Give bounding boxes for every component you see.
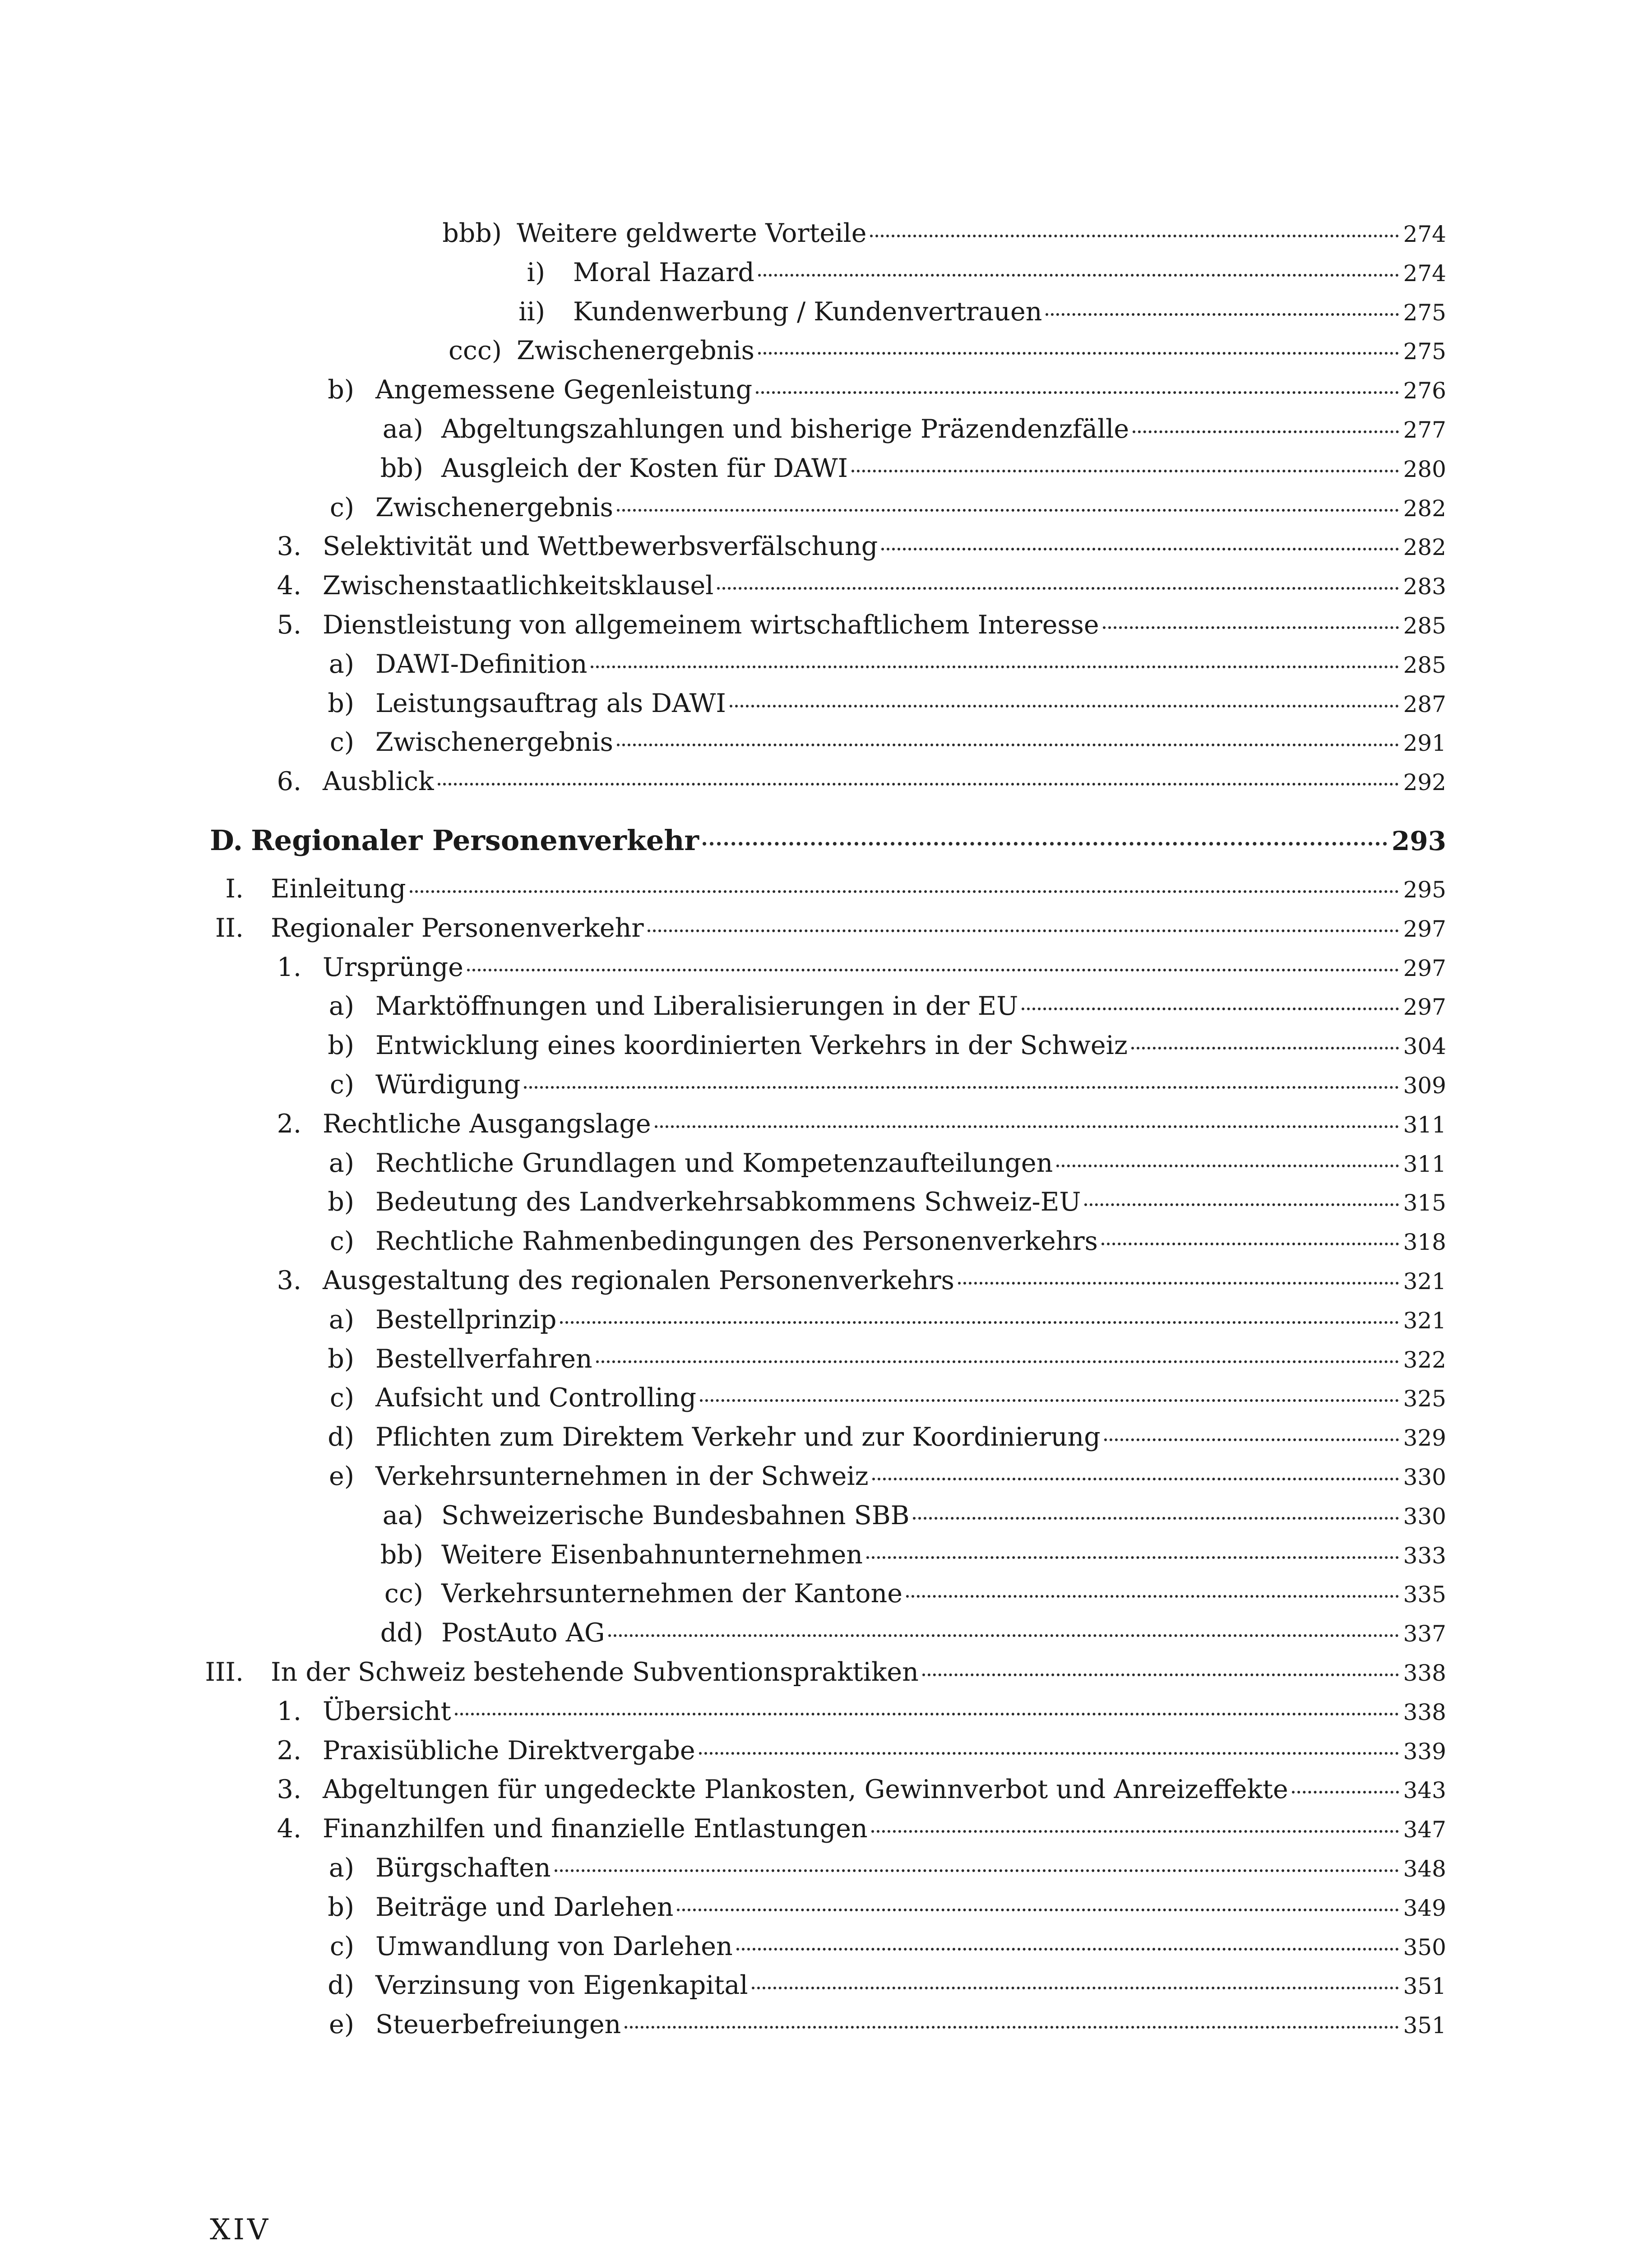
- toc-entry-page-number: 291: [1403, 730, 1446, 757]
- toc-entry[interactable]: [278, 1965, 1446, 2006]
- toc-entry-page-number: 322: [1403, 1346, 1446, 1373]
- toc-entry[interactable]: [278, 683, 1446, 724]
- dot-leader: [524, 1086, 1398, 1089]
- toc-entry-number: b): [328, 375, 354, 405]
- toc-entry-title: Schweizerische Bundesbahnen SBB: [441, 1500, 910, 1530]
- toc-entry-title: Angemessene Gegenleistung: [375, 375, 753, 405]
- toc-entry[interactable]: [278, 1025, 1446, 1066]
- dot-leader: [699, 1752, 1399, 1755]
- toc-entry-page-number: 338: [1403, 1699, 1446, 1725]
- dot-leader: [736, 1948, 1399, 1951]
- toc-entry-title: Bestellverfahren: [375, 1344, 592, 1374]
- toc-entry-number: c): [329, 1070, 354, 1100]
- toc-entry-number: c): [329, 492, 354, 522]
- toc-entry-title: Zwischenergebnis: [517, 336, 754, 366]
- toc-entry-title: DAWI-Definition: [375, 649, 588, 679]
- dot-leader: [872, 1478, 1399, 1480]
- toc-entry-number: 3.: [277, 532, 301, 562]
- dot-leader: [756, 391, 1398, 394]
- toc-entry-page-number: 293: [1391, 826, 1446, 856]
- toc-entry-number: c): [329, 727, 354, 758]
- toc-entry-page-number: 295: [1403, 877, 1446, 903]
- toc-entry-page-number: 347: [1403, 1817, 1446, 1843]
- toc-entry-page-number: 292: [1403, 769, 1446, 796]
- toc-entry[interactable]: [468, 291, 1446, 332]
- toc-entry-title: Dienstleistung von allgemeinem wirtschaftlichem Interesse: [323, 610, 1099, 640]
- dot-leader: [555, 1869, 1399, 1872]
- toc-entry-title: Einleitung: [271, 874, 406, 904]
- toc-entry-number: b): [328, 1031, 354, 1061]
- toc-entry-title: Regionaler Personenverkehr: [271, 913, 644, 943]
- toc-entry[interactable]: [225, 761, 1446, 802]
- toc-entry-page-number: 274: [1403, 260, 1446, 287]
- toc-entry-number: aa): [382, 414, 423, 444]
- toc-entry-page-number: 297: [1403, 994, 1446, 1021]
- toc-entry-number: e): [329, 1461, 354, 1491]
- toc-entry-page-number: 275: [1403, 299, 1446, 326]
- toc-entry-title: Abgeltungen für ungedeckte Plankosten, Gewinnverbot und Anreizeffekte: [323, 1775, 1288, 1805]
- toc-entry-title: Entwicklung eines koordinierten Verkehrs in der Schweiz: [375, 1031, 1128, 1061]
- toc-entry-title: Aufsicht und Controlling: [375, 1383, 697, 1413]
- dot-leader: [1131, 1047, 1399, 1049]
- toc-entry-number: 2.: [277, 1109, 301, 1139]
- toc-entry-page-number: 285: [1403, 613, 1446, 639]
- toc-entry-number: 4.: [277, 571, 301, 601]
- toc-entry[interactable]: [278, 1339, 1446, 1379]
- dot-leader: [467, 969, 1399, 971]
- dot-leader: [655, 1125, 1399, 1128]
- toc-entry-page-number: 337: [1403, 1621, 1446, 1647]
- toc-entry[interactable]: [278, 1926, 1446, 1967]
- toc-entry-page-number: 275: [1403, 338, 1446, 365]
- toc-entry-title: Beiträge und Darlehen: [375, 1892, 674, 1922]
- toc-entry[interactable]: [425, 330, 1446, 371]
- toc-entry-title: Praxisübliche Direktvergabe: [323, 1735, 695, 1766]
- toc-entry-title: Weitere geldwerte Vorteile: [517, 218, 867, 248]
- toc-entry-title: Zwischenergebnis: [375, 492, 613, 522]
- toc-entry-number: bb): [380, 453, 423, 483]
- toc-entry-page-number: 330: [1403, 1464, 1446, 1490]
- toc-entry[interactable]: [347, 448, 1446, 489]
- toc-entry-page-number: 276: [1403, 378, 1446, 404]
- toc-entry-title: Ausgestaltung des regionalen Personenverkehrs: [323, 1266, 954, 1295]
- toc-entry-number: b): [328, 1344, 354, 1374]
- toc-entry-title: Bedeutung des Landverkehrsabkommens Schweiz-EU: [375, 1187, 1081, 1217]
- toc-entry-number: I.: [225, 874, 244, 904]
- toc-entry[interactable]: [167, 1652, 1446, 1692]
- toc-entry-number: ccc): [448, 336, 502, 366]
- toc-entry-title: Bürgschaften: [375, 1853, 551, 1883]
- toc-entry-number: b): [328, 688, 354, 718]
- toc-entry-number: 4.: [277, 1814, 301, 1844]
- toc-entry[interactable]: [347, 409, 1446, 449]
- toc-entry-title: Zwischenergebnis: [375, 727, 613, 758]
- toc-entry-title: Umwandlung von Darlehen: [375, 1931, 733, 1961]
- dot-leader: [1101, 1243, 1399, 1245]
- dot-leader: [717, 587, 1398, 590]
- toc-entry-title: Moral Hazard: [573, 257, 754, 287]
- toc-entry[interactable]: [278, 2004, 1446, 2045]
- toc-entry[interactable]: [347, 1573, 1446, 1614]
- toc-entry-number: a): [329, 1853, 354, 1883]
- toc-entry-number: a): [329, 649, 354, 679]
- toc-entry-page-number: 349: [1403, 1895, 1446, 1921]
- toc-entry-number: e): [329, 2010, 354, 2040]
- toc-entry[interactable]: [425, 213, 1446, 254]
- toc-entry-page-number: 315: [1403, 1190, 1446, 1216]
- toc-entry-page-number: 321: [1403, 1307, 1446, 1334]
- toc-entry-title: Leistungsauftrag als DAWI: [375, 688, 726, 718]
- dot-leader: [913, 1517, 1398, 1520]
- dot-leader: [560, 1321, 1398, 1324]
- toc-entry-title: Verkehrsunternehmen in der Schweiz: [375, 1461, 869, 1491]
- dot-leader: [608, 1634, 1398, 1637]
- dot-leader: [1292, 1791, 1399, 1794]
- toc-entry[interactable]: [468, 252, 1446, 293]
- toc-entry-number: a): [329, 1148, 354, 1178]
- toc-entry-number: c): [329, 1931, 354, 1961]
- dot-leader: [958, 1282, 1399, 1285]
- toc-entry-title: Zwischenstaatlichkeitsklausel: [323, 571, 714, 601]
- toc-entry-page-number: 338: [1403, 1660, 1446, 1686]
- toc-entry-number: a): [329, 1304, 354, 1335]
- toc-entry[interactable]: [225, 1769, 1446, 1810]
- toc-section-heading[interactable]: [210, 820, 1446, 861]
- toc-entry-number: 2.: [277, 1735, 301, 1766]
- toc-entry[interactable]: [225, 947, 1446, 988]
- dot-leader: [758, 274, 1399, 277]
- toc-entry[interactable]: [278, 1378, 1446, 1418]
- toc-entry-page-number: 321: [1403, 1268, 1446, 1294]
- toc-entry-title: Ausblick: [323, 767, 434, 797]
- toc-entry-title: Steuerbefreiungen: [375, 2010, 621, 2040]
- dot-leader: [758, 352, 1399, 355]
- toc-entry-page-number: 311: [1403, 1111, 1446, 1138]
- toc-entry[interactable]: [167, 869, 1446, 909]
- toc-entry[interactable]: [278, 1848, 1446, 1888]
- toc-entry-number: III.: [205, 1657, 244, 1687]
- toc-entry-number: bbb): [442, 218, 502, 248]
- toc-entry[interactable]: [278, 1417, 1446, 1457]
- dot-leader: [851, 470, 1399, 472]
- toc-entry-page-number: 304: [1403, 1033, 1446, 1060]
- toc-entry[interactable]: [278, 1143, 1446, 1183]
- dot-leader: [617, 509, 1399, 512]
- page-number-footer: XIV: [210, 2213, 271, 2247]
- toc-entry[interactable]: [347, 1535, 1446, 1575]
- toc-entry[interactable]: [225, 1808, 1446, 1849]
- toc-entry-title: Rechtliche Ausgangslage: [323, 1109, 651, 1139]
- toc-entry-title: Ursprünge: [323, 952, 463, 982]
- toc-entry-number: c): [329, 1226, 354, 1257]
- dot-leader: [1022, 1008, 1398, 1010]
- dot-leader: [871, 1830, 1399, 1833]
- toc-entry-title: PostAuto AG: [441, 1618, 605, 1648]
- dot-leader: [922, 1674, 1399, 1676]
- dot-leader: [648, 929, 1399, 932]
- dot-leader: [730, 705, 1399, 707]
- toc-entry-page-number: 297: [1403, 955, 1446, 981]
- toc-entry-page-number: 333: [1403, 1542, 1446, 1569]
- dot-leader: [881, 548, 1398, 550]
- toc-entry-number: 3.: [277, 1266, 301, 1295]
- toc-entry[interactable]: [278, 1456, 1446, 1497]
- toc-entry-title: Abgeltungszahlungen und bisherige Präzendenzfälle: [441, 414, 1129, 444]
- toc-entry-title: Finanzhilfen und finanzielle Entlastungen: [323, 1814, 868, 1844]
- toc-entry[interactable]: [225, 1730, 1446, 1771]
- toc-entry[interactable]: [225, 526, 1446, 567]
- toc-entry-title: Ausgleich der Kosten für DAWI: [441, 453, 848, 483]
- dot-leader: [752, 1987, 1399, 1989]
- toc-entry-title: Selektivität und Wettbewerbsverfälschung: [323, 532, 878, 562]
- toc-entry-number: i): [527, 257, 545, 287]
- toc-entry[interactable]: [347, 1495, 1446, 1536]
- toc-entry-title: Bestellprinzip: [375, 1304, 557, 1335]
- toc-entry-number: a): [329, 991, 354, 1022]
- toc-entry-page-number: 287: [1403, 691, 1446, 717]
- toc-entry[interactable]: [278, 722, 1446, 763]
- toc-entry[interactable]: [278, 1299, 1446, 1340]
- dot-leader: [410, 890, 1399, 893]
- toc-entry-page-number: 282: [1403, 495, 1446, 522]
- toc-entry-number: d): [328, 1970, 354, 2001]
- dot-leader: [1133, 430, 1398, 433]
- toc-entry-title: Rechtliche Grundlagen und Kompetenzaufteilungen: [375, 1148, 1053, 1178]
- toc-entry-number: aa): [382, 1500, 423, 1530]
- toc-entry-number: c): [329, 1383, 354, 1413]
- toc-entry-number: II.: [215, 913, 244, 943]
- toc-entry-page-number: 351: [1403, 1973, 1446, 2000]
- toc-entry-page-number: 311: [1403, 1151, 1446, 1177]
- toc-entry-number: 1.: [277, 952, 301, 982]
- toc-entry-number: dd): [380, 1618, 423, 1648]
- dot-leader: [866, 1556, 1399, 1559]
- toc-entry[interactable]: [167, 908, 1446, 948]
- toc-entry-title: Kundenwerbung / Kundenvertrauen: [573, 296, 1042, 327]
- toc-entry-page-number: 318: [1403, 1229, 1446, 1256]
- toc-entry-page-number: 282: [1403, 534, 1446, 561]
- toc-entry-page-number: 274: [1403, 221, 1446, 247]
- toc-entry[interactable]: [278, 1064, 1446, 1105]
- toc-entry-page-number: 351: [1403, 2012, 1446, 2039]
- dot-leader: [677, 1909, 1398, 1911]
- toc-entry-page-number: 348: [1403, 1856, 1446, 1882]
- toc-entry-page-number: 330: [1403, 1503, 1446, 1530]
- toc-entry-page-number: 335: [1403, 1581, 1446, 1608]
- dot-leader: [1084, 1203, 1398, 1206]
- dot-leader: [1056, 1165, 1398, 1167]
- toc-entry-page-number: 297: [1403, 915, 1446, 942]
- dot-leader: [625, 2026, 1398, 2029]
- toc-entry-page-number: 277: [1403, 417, 1446, 443]
- toc-entry-number: ii): [518, 296, 545, 327]
- toc-entry-title: Regionaler Personenverkehr: [251, 824, 699, 857]
- toc-entry-title: Übersicht: [323, 1696, 451, 1726]
- toc-entry-title: Verzinsung von Eigenkapital: [375, 1970, 748, 2001]
- toc-entry[interactable]: [225, 605, 1446, 645]
- toc-entry-number: D.: [210, 824, 243, 857]
- toc-entry-number: bb): [380, 1539, 423, 1570]
- toc-entry-title: Verkehrsunternehmen der Kantone: [441, 1579, 902, 1609]
- toc-entry-page-number: 343: [1403, 1777, 1446, 1804]
- dot-leader: [703, 842, 1387, 846]
- toc-entry-title: In der Schweiz bestehende Subventionspraktiken: [271, 1657, 919, 1687]
- toc-entry[interactable]: [225, 1260, 1446, 1301]
- toc-entry-title: Pflichten zum Direktem Verkehr und zur Koordinierung: [375, 1422, 1101, 1452]
- toc-entry-page-number: 280: [1403, 456, 1446, 482]
- toc-entry-page-number: 350: [1403, 1934, 1446, 1960]
- toc-entry[interactable]: [347, 1613, 1446, 1653]
- toc-entry-number: 5.: [277, 610, 301, 640]
- toc-entry[interactable]: [278, 370, 1446, 410]
- toc-entry[interactable]: [278, 1221, 1446, 1262]
- dot-leader: [870, 235, 1398, 237]
- dot-leader: [438, 783, 1399, 786]
- toc-entry[interactable]: [225, 565, 1446, 606]
- toc-entry[interactable]: [225, 1691, 1446, 1732]
- dot-leader: [617, 744, 1399, 746]
- toc-entry-title: Weitere Eisenbahnunternehmen: [441, 1539, 863, 1570]
- toc-entry[interactable]: [278, 1887, 1446, 1928]
- toc-entry-page-number: 325: [1403, 1386, 1446, 1412]
- toc-entry-title: Würdigung: [375, 1070, 521, 1100]
- toc-entry-title: Rechtliche Rahmenbedingungen des Personenverkehrs: [375, 1226, 1098, 1257]
- toc-entry-number: 6.: [277, 767, 301, 797]
- toc-entry[interactable]: [278, 986, 1446, 1026]
- toc-entry-page-number: 339: [1403, 1738, 1446, 1765]
- toc-entry-number: d): [328, 1422, 354, 1452]
- toc-entry[interactable]: [278, 644, 1446, 684]
- toc-entry[interactable]: [278, 1182, 1446, 1222]
- toc-entry-page-number: 309: [1403, 1073, 1446, 1099]
- dot-leader: [906, 1595, 1399, 1598]
- toc-entry-page-number: 283: [1403, 573, 1446, 600]
- dot-leader: [1046, 313, 1398, 316]
- toc-entry[interactable]: [278, 487, 1446, 528]
- toc-entry[interactable]: [225, 1104, 1446, 1144]
- toc-entry-number: cc): [384, 1579, 423, 1609]
- toc-entry-page-number: 285: [1403, 652, 1446, 678]
- dot-leader: [591, 666, 1398, 668]
- dot-leader: [1104, 1438, 1399, 1441]
- dot-leader: [596, 1360, 1399, 1363]
- dot-leader: [455, 1713, 1399, 1715]
- toc-entry-number: b): [328, 1187, 354, 1217]
- dot-leader: [700, 1399, 1398, 1402]
- toc-entry-title: Marktöffnungen und Liberalisierungen in der EU: [375, 991, 1018, 1022]
- toc-entry-number: b): [328, 1892, 354, 1922]
- dot-leader: [1103, 626, 1399, 629]
- toc-entry-page-number: 329: [1403, 1425, 1446, 1452]
- toc-entry-number: 1.: [277, 1696, 301, 1726]
- toc-entry-number: 3.: [277, 1775, 301, 1805]
